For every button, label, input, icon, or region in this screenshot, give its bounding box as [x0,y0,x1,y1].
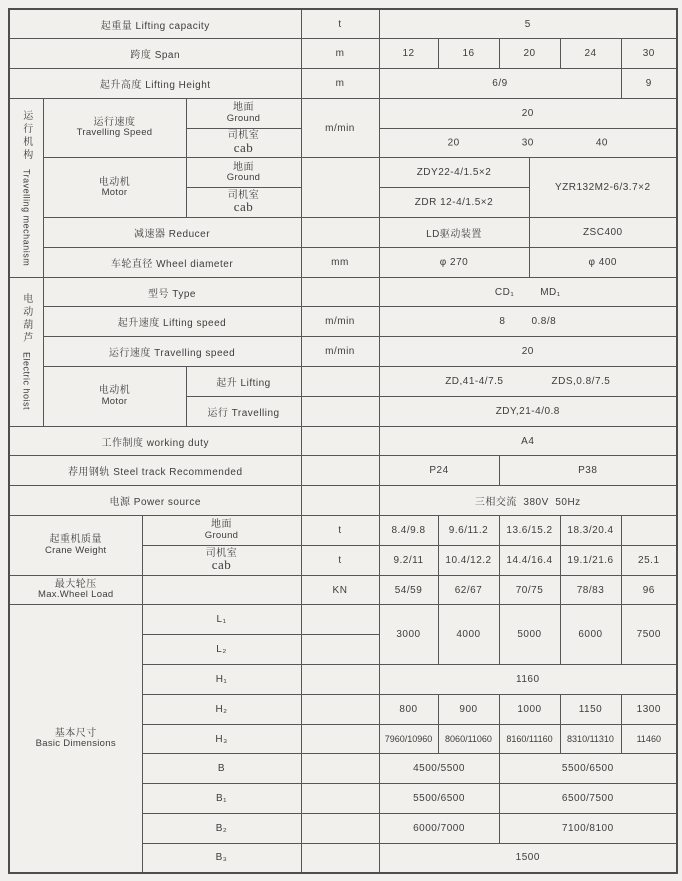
dim-b2-label: B₂ [142,814,301,844]
row-working-duty [9,426,677,456]
travel-speed-cab-label: 司机室 cab [186,128,301,158]
dim-h3-value: 11460 [621,724,677,754]
hoist-type-label: 型号 Type [43,277,301,307]
power-source-value: 三相交流 380V 50Hz [379,486,677,516]
dim-h1-unit-empty [301,665,379,695]
hoist-motor-travel-label: 运行 Travelling [186,396,301,426]
dim-l2-unit-empty [301,635,379,665]
crane-weight-cab-label: 司机室 cab [142,545,301,575]
dim-b2-right-value: 7100/8100 [499,814,677,844]
crane-weight-value: 10.4/12.2 [438,545,499,575]
lifting-height-last-value: 9 [621,69,677,99]
dim-h2-value: 800 [379,694,438,724]
row-hoist-travel-speed [9,337,677,367]
row-power-source [9,486,677,516]
reducer-label: 减速器 Reducer [43,218,301,248]
crane-weight-value: 14.4/16.4 [499,545,560,575]
max-wheel-load-value: 70/75 [499,575,560,605]
section-travelling-en: Travelling mechanism [21,168,32,266]
reducer-unit-empty [301,218,379,248]
crane-weight-ground-unit: t [301,516,379,546]
dim-l-value: 3000 [379,605,438,665]
hoist-motor-lifting-label: 起升 Lifting [186,367,301,397]
span-value: 24 [560,39,621,69]
lifting-height-unit: m [301,69,379,99]
max-wheel-load-label: 最大轮压 Max.Wheel Load [9,575,142,605]
lifting-capacity-value: 5 [379,9,677,39]
power-source-unit-empty [301,486,379,516]
span-value: 12 [379,39,438,69]
section-hoist-en: Electric hoist [21,352,32,411]
dim-b3-value: 1500 [379,843,677,873]
dim-b3-unit-empty [301,843,379,873]
dim-h3-value: 8310/11310 [560,724,621,754]
hoist-motor-lifting-unit-empty [301,367,379,397]
row-travel-speed-ground [9,98,677,128]
travel-motor-unit-empty [301,158,379,218]
dim-h3-value: 7960/10960 [379,724,438,754]
crane-weight-cab-unit: t [301,545,379,575]
dim-b2-unit-empty [301,814,379,844]
crane-weight-value: 19.1/21.6 [560,545,621,575]
dim-h3-value: 8160/11160 [499,724,560,754]
row-hoist-lift-speed [9,307,677,337]
dim-h3-unit-empty [301,724,379,754]
dim-h1-label: H₁ [142,665,301,695]
dim-l-value: 6000 [560,605,621,665]
span-value: 20 [499,39,560,69]
travel-speed-cab-values: 20 30 40 [379,128,677,158]
max-wheel-load-value: 78/83 [560,575,621,605]
crane-weight-value-empty [621,516,677,546]
max-wheel-load-value: 62/67 [438,575,499,605]
reducer-left-value: LD驱动装置 [379,218,529,248]
span-value: 30 [621,39,677,69]
row-crane-weight-ground [9,516,677,546]
hoist-motor-travel-value: ZDY,21-4/0.8 [379,396,677,426]
basic-dimensions-label: 基本尺寸 Basic Dimensions [9,605,142,873]
row-dim-l1 [9,605,677,635]
hoist-travel-speed-label: 运行速度 Travelling speed [43,337,301,367]
dim-b1-unit-empty [301,784,379,814]
travel-motor-label: 电动机 Motor [43,158,186,218]
hoist-lift-speed-label: 起升速度 Lifting speed [43,307,301,337]
row-max-wheel-load [9,575,677,605]
dim-b-right-value: 5500/6500 [499,754,677,784]
travel-speed-ground-label: 地面 Ground [186,98,301,128]
section-hoist-zh: 电动葫芦 [20,293,32,346]
steel-track-right-value: P38 [499,456,677,486]
row-lifting-capacity [9,9,677,39]
lifting-height-label: 起升高度 Lifting Height [9,69,301,99]
dim-h3-value: 8060/11060 [438,724,499,754]
dim-b-label: B [142,754,301,784]
dim-h2-unit-empty [301,694,379,724]
hoist-lift-speed-unit: m/min [301,307,379,337]
row-lifting-height [9,69,677,99]
steel-track-unit-empty [301,456,379,486]
lifting-height-main-value: 6/9 [379,69,621,99]
wheel-diameter-label: 车轮直径 Wheel diameter [43,247,301,277]
crane-weight-value: 18.3/20.4 [560,516,621,546]
row-wheel-diameter [9,247,677,277]
dim-h2-value: 1300 [621,694,677,724]
max-wheel-load-sub-empty [142,575,301,605]
travel-motor-ground-value: ZDY22-4/1.5×2 [379,158,529,188]
max-wheel-load-value: 54/59 [379,575,438,605]
wheel-diameter-left-value: φ 270 [379,247,529,277]
travel-motor-ground-label: 地面 Ground [186,158,301,188]
lifting-capacity-label: 起重量 Lifting capacity [9,9,301,39]
steel-track-left-value: P24 [379,456,499,486]
working-duty-unit-empty [301,426,379,456]
dim-l1-label: L₁ [142,605,301,635]
row-hoist-type [9,277,677,307]
hoist-motor-lifting-values: ZD,41-4/7.5 ZDS,0.8/7.5 [379,367,677,397]
wheel-diameter-unit: mm [301,247,379,277]
travel-speed-label: 运行速度 Travelling Speed [43,98,186,158]
dim-l-value: 4000 [438,605,499,665]
span-unit: m [301,39,379,69]
dim-h2-value: 900 [438,694,499,724]
crane-spec-table [8,8,678,874]
dim-h2-value: 1000 [499,694,560,724]
travel-motor-cab-label: 司机室 cab [186,188,301,218]
dim-h1-value: 1160 [379,665,677,695]
row-span [9,39,677,69]
max-wheel-load-unit: KN [301,575,379,605]
dim-h3-label: H₃ [142,724,301,754]
power-source-label: 电源 Power source [9,486,301,516]
hoist-motor-travel-unit-empty [301,396,379,426]
dim-l-value: 7500 [621,605,677,665]
travel-motor-right-value: YZR132M2-6/3.7×2 [529,158,677,218]
dim-b-left-value: 4500/5500 [379,754,499,784]
wheel-diameter-right-value: φ 400 [529,247,677,277]
travel-speed-ground-value: 20 [379,98,677,128]
hoist-type-unit-empty [301,277,379,307]
section-travelling-zh: 运行机构 [20,109,32,162]
dim-b-unit-empty [301,754,379,784]
reducer-right-value: ZSC400 [529,218,677,248]
dim-b3-label: B₃ [142,843,301,873]
row-reducer [9,218,677,248]
hoist-lift-speed-values: 8 0.8/8 [379,307,677,337]
steel-track-label: 荐用钢轨 Steel track Recommended [9,456,301,486]
crane-weight-value: 8.4/9.8 [379,516,438,546]
hoist-travel-speed-value: 20 [379,337,677,367]
row-steel-track [9,456,677,486]
dim-h2-label: H₂ [142,694,301,724]
hoist-type-values: CD₁ MD₁ [379,277,677,307]
row-travel-motor-ground [9,158,677,188]
hoist-motor-label: 电动机 Motor [43,367,186,427]
section-electric-hoist [9,277,43,426]
crane-weight-value: 25.1 [621,545,677,575]
span-value: 16 [438,39,499,69]
travel-motor-cab-value: ZDR 12-4/1.5×2 [379,188,529,218]
dim-b1-label: B₁ [142,784,301,814]
hoist-travel-speed-unit: m/min [301,337,379,367]
row-hoist-motor-lifting [9,367,677,397]
crane-weight-value: 9.6/11.2 [438,516,499,546]
dim-l-value: 5000 [499,605,560,665]
dim-b1-right-value: 6500/7500 [499,784,677,814]
crane-weight-label: 起重机质量 Crane Weight [9,516,142,576]
max-wheel-load-value: 96 [621,575,677,605]
dim-b1-left-value: 5500/6500 [379,784,499,814]
working-duty-value: A4 [379,426,677,456]
crane-weight-value: 13.6/15.2 [499,516,560,546]
section-travelling-mechanism [9,98,43,277]
dim-b2-left-value: 6000/7000 [379,814,499,844]
lifting-capacity-unit: t [301,9,379,39]
travel-speed-unit: m/min [301,98,379,158]
crane-weight-ground-label: 地面 Ground [142,516,301,546]
dim-l1-unit-empty [301,605,379,635]
dim-h2-value: 1150 [560,694,621,724]
span-label: 跨度 Span [9,39,301,69]
dim-l2-label: L₂ [142,635,301,665]
working-duty-label: 工作制度 working duty [9,426,301,456]
crane-weight-value: 9.2/11 [379,545,438,575]
